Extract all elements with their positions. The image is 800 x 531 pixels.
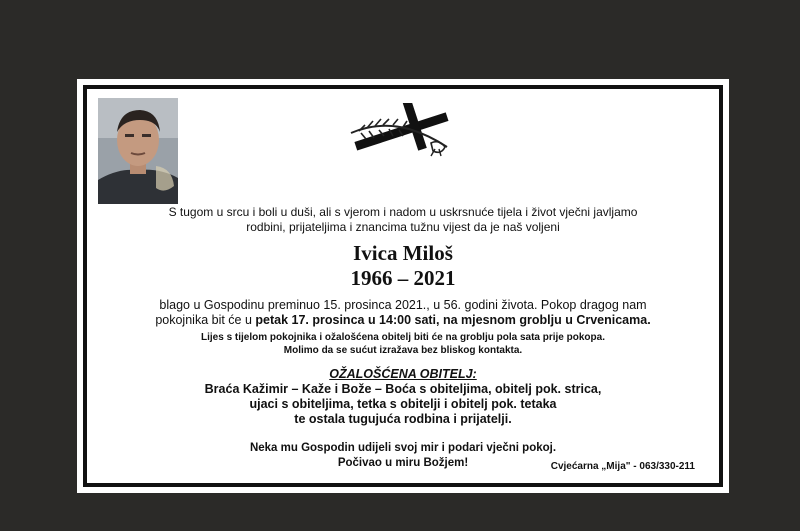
intro-line-2: rodbini, prijateljima i znancima tužnu vijest da je naš voljeni (246, 220, 560, 234)
deceased-portrait (98, 98, 178, 204)
note-line-2: Molimo da se sućut izražava bez bliskog kontakta. (283, 345, 523, 356)
prayer-line-1: Neka mu Gospodin udijeli svoj mir i podari vječni pokoj. (249, 442, 557, 454)
prayer-line-2: Počivao u miru Božjem! (337, 457, 469, 469)
family-heading: OŽALOŠĆENA OBITELJ: (329, 367, 477, 381)
funeral-note (93, 331, 713, 357)
obituary-card (77, 79, 729, 493)
note-line-1: Lijes s tijelom pokojnika i ožalošćena obitelj biti će na groblju pola sata prije pokopa. (201, 332, 605, 343)
family-line-2: ujaci s obiteljima, tetka s obitelji i obitelj pok. tetaka (249, 397, 557, 411)
florist-credit: Cvjećarna „Mija" - 063/330-211 (550, 461, 695, 472)
family-line-3: te ostala tugujuća rodbina i prijatelji. (294, 412, 512, 426)
life-years: 1966 – 2021 (350, 266, 456, 290)
cross-with-palm-branch-icon (349, 103, 453, 157)
portrait-illustration (98, 98, 178, 204)
funeral-info-text: blago u Gospodinu preminuo 15. prosinca 2021., u 56. godini života. Pokop dragog nam pokojnika bit će u (155, 298, 647, 327)
family-line-1: Braća Kažimir – Kaže i Bože – Boća s obiteljima, obitelj pok. strica, (204, 382, 602, 396)
intro-text (93, 205, 713, 235)
intro-line-1: S tugom u srcu i boli u duši, ali s vjerom i nadom u uskrsnuće tijela i život vječni javljamo (168, 205, 638, 219)
deceased-name: Ivica Miloš (353, 241, 453, 265)
funeral-info (93, 298, 713, 328)
funeral-time-place: petak 17. prosinca u 14:00 sati, na mjesnom groblju u Crvenicama. (255, 313, 651, 327)
family-list (93, 382, 713, 427)
notice-text (93, 205, 713, 471)
